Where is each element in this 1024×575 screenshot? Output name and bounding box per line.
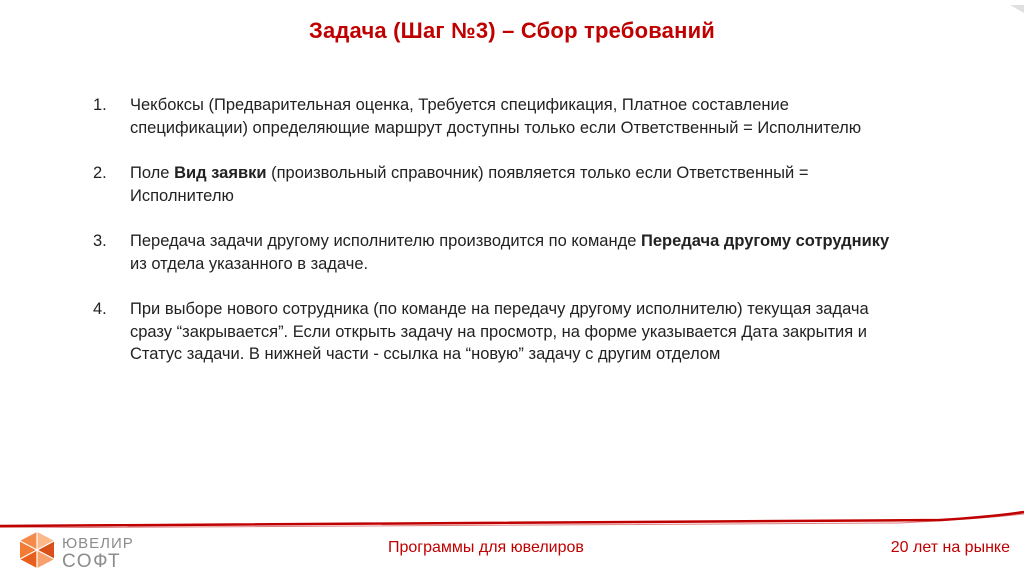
list-item <box>93 162 893 207</box>
item-number: 1. <box>93 96 107 114</box>
item-text-bold: Передача другому сотруднику <box>640 232 890 250</box>
footer-divider <box>0 506 1024 528</box>
item-text-part: (произвольный справочник) появляется только если Ответственный = Исполнителю <box>130 164 809 205</box>
item-text: Чекбоксы (Предварительная оценка, Требуется спецификация, Платное составление спецификации) определяющие маршрут доступны только если Ответственный = Исполнителю <box>130 96 862 137</box>
corner-decoration <box>1010 0 1024 8</box>
requirements-list <box>93 94 893 389</box>
item-text <box>130 230 893 275</box>
list-item <box>93 298 893 366</box>
item-text-part: из отдела указанного в задаче. <box>130 254 369 273</box>
svg-text:СОФТ: СОФТ <box>62 551 122 570</box>
item-text <box>130 162 893 207</box>
item-text-part: Поле <box>130 164 175 182</box>
item-number: 4. <box>93 300 107 318</box>
company-logo <box>10 530 180 570</box>
item-text: При выборе нового сотрудника (по команде на передачу другому исполнителю) текущая задача сразу “закрывается”. Если открыть задачу на просмотр, на форме указывается Дата закрытия и Статус задачи. В нижней части - ссылка на “новую” задачу с другим отделом <box>130 300 869 363</box>
item-text-part: Передача задачи другому исполнителю производится по команде <box>130 232 641 250</box>
list-item <box>93 230 893 275</box>
item-number: 3. <box>93 232 107 250</box>
item-text-bold: Вид заявки <box>174 164 267 182</box>
footer-years: 20 лет на рынке <box>890 539 1010 556</box>
item-number: 2. <box>93 164 107 182</box>
slide-title: Задача (Шаг №3) – Сбор требований <box>308 18 716 43</box>
list-item <box>93 94 893 139</box>
footer-tagline: Программы для ювелиров <box>388 539 584 556</box>
logo-hexagon-icon <box>20 532 54 568</box>
svg-text:ЮВЕЛИР: ЮВЕЛИР <box>62 535 134 552</box>
